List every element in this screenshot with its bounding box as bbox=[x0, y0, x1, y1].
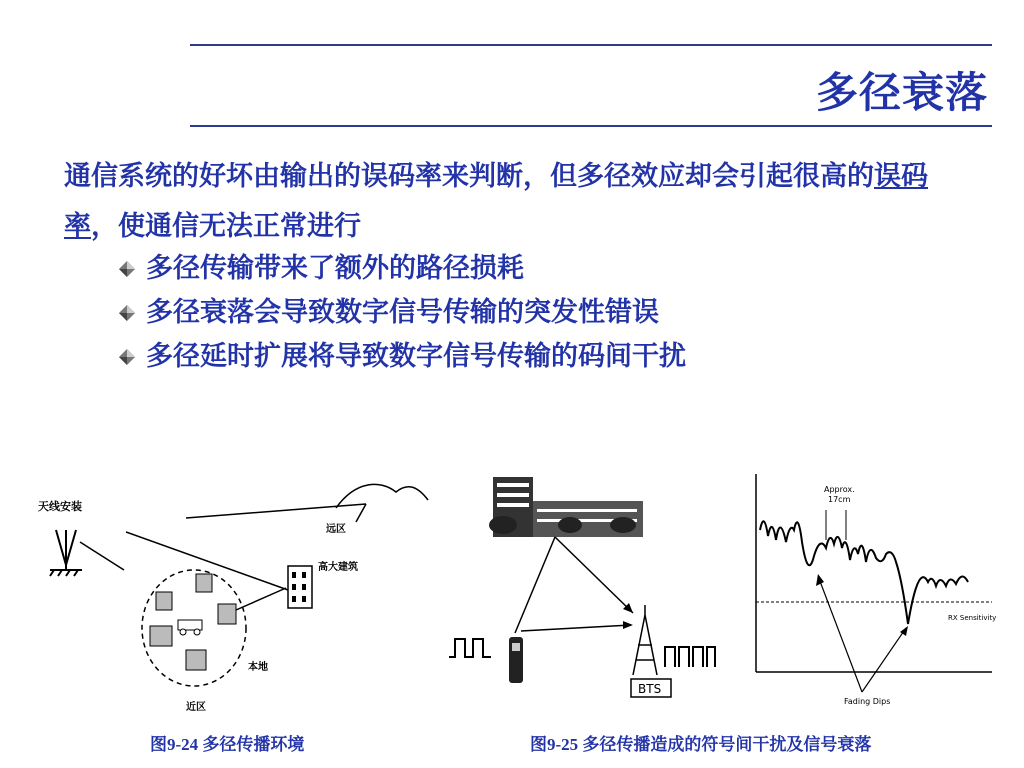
rx-sensitivity-label: RX Sensitivity bbox=[948, 614, 997, 622]
multipath-environment-figure bbox=[36, 470, 446, 720]
figure2-caption: 图9-25 多径传播造成的符号间干扰及信号衰落 bbox=[530, 735, 872, 754]
approx-value-label: 17cm bbox=[828, 495, 851, 504]
bullet-item bbox=[118, 335, 686, 379]
bullet-item bbox=[118, 247, 686, 291]
diamond-bullet-icon bbox=[118, 304, 136, 322]
bullet-text: 多径衰落会导致数字信号传输的突发性错误 bbox=[146, 297, 659, 328]
intro-paragraph bbox=[64, 152, 964, 252]
building-icon bbox=[288, 566, 312, 608]
local-label: 本地 bbox=[248, 662, 268, 673]
pulse-train-left bbox=[449, 639, 491, 657]
bts-tower-icon bbox=[633, 605, 657, 675]
pulse-train-right bbox=[665, 647, 715, 667]
bullet-item bbox=[118, 291, 686, 335]
far-path-line bbox=[186, 504, 366, 518]
diamond-bullet-icon bbox=[118, 348, 136, 366]
far-label: 远区 bbox=[326, 524, 346, 535]
bts-multipath-figure bbox=[445, 465, 735, 705]
approx-label: Approx. bbox=[824, 485, 855, 494]
phone-icon bbox=[509, 637, 523, 683]
paragraph-underlined-term: 误码率 bbox=[64, 161, 928, 242]
city-buildings-icon bbox=[489, 477, 643, 537]
paragraph-text-before: 通信系统的好坏由输出的误码率来判断，但多径效应却会引起很高的 bbox=[64, 161, 874, 192]
fading-dips-label: Fading Dips bbox=[844, 697, 891, 706]
top-rule bbox=[190, 44, 992, 46]
bullet-text: 多径延时扩展将导致数字信号传输的码间干扰 bbox=[146, 341, 686, 372]
building-label: 高大建筑 bbox=[318, 562, 358, 573]
near-label: 近区 bbox=[186, 702, 206, 713]
antenna-icon bbox=[50, 530, 82, 576]
diamond-bullet-icon bbox=[118, 260, 136, 278]
bullet-list bbox=[118, 247, 686, 379]
figure1-caption: 图9-24 多径传播环境 bbox=[150, 735, 305, 754]
mountain-outline bbox=[336, 484, 428, 508]
paragraph-text-after: ，使通信无法正常进行 bbox=[91, 211, 361, 242]
signal-curve bbox=[760, 521, 968, 624]
fading-dips-chart bbox=[742, 470, 1002, 710]
slide-title: 多径衰落 bbox=[815, 68, 988, 117]
car-icon bbox=[178, 620, 202, 635]
bullet-text: 多径传输带来了额外的路径损耗 bbox=[146, 253, 524, 284]
antenna-label: 天线安装 bbox=[38, 500, 82, 513]
bottom-rule bbox=[190, 125, 992, 127]
bts-label: BTS bbox=[638, 682, 662, 696]
